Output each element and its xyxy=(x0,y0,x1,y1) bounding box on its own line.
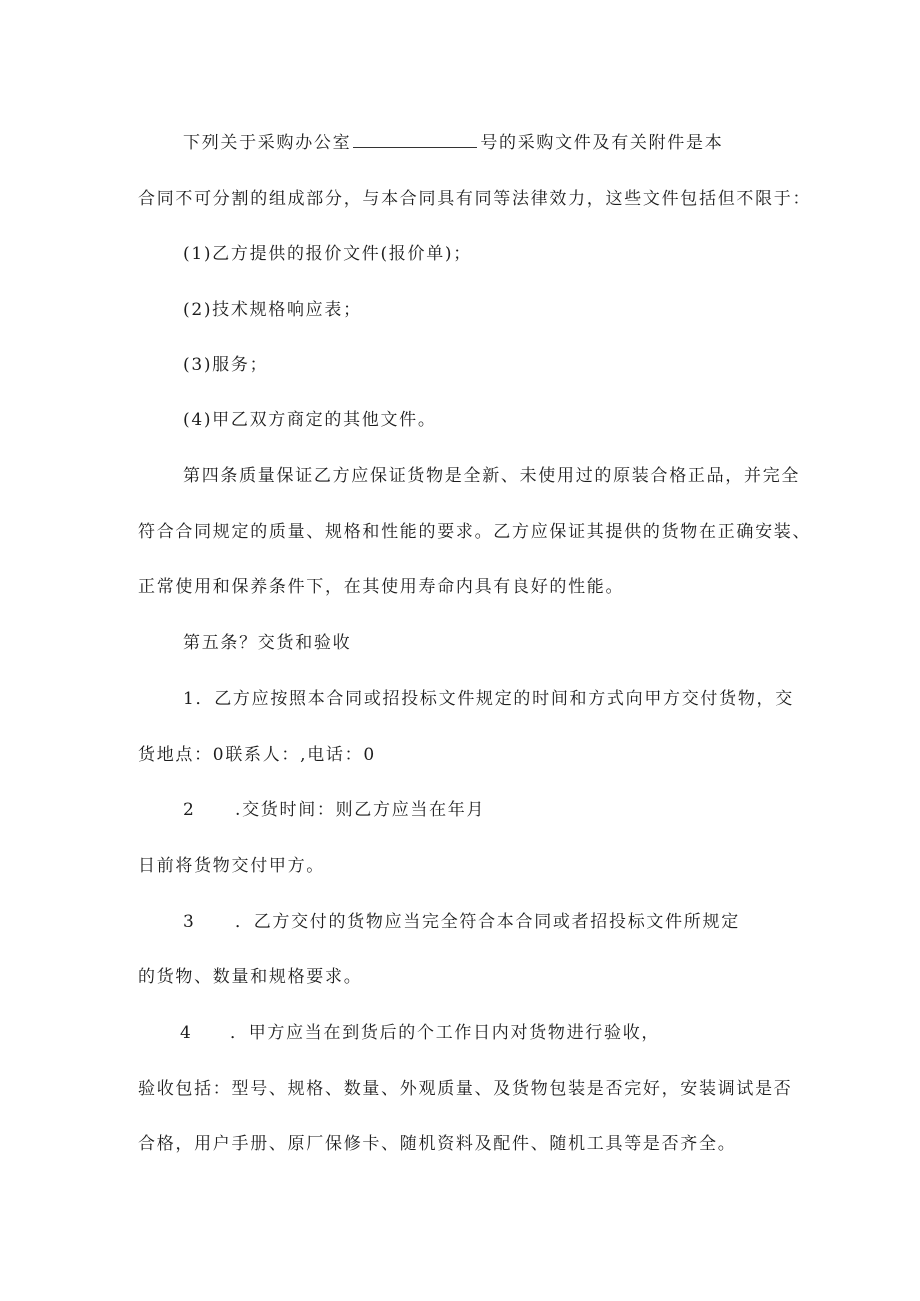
doc-list-item-3: (3)服务； xyxy=(183,355,269,375)
article5-item-3-line-1 xyxy=(183,910,740,934)
intro-text-after-blank: 号的采购文件及有关附件是本 xyxy=(480,133,724,153)
article5-item-2-line-1 xyxy=(183,798,485,822)
item-number: 4 xyxy=(180,1023,193,1043)
article5-heading: 第五条？交货和验收 xyxy=(183,633,352,653)
article5-item-1-line-2: 货地点：0联系人：,电话：0 xyxy=(138,745,376,765)
item-number: 1 xyxy=(183,689,196,709)
item-text: ．乙方交付的货物应当完全符合本合同或者招投标文件所规定 xyxy=(235,912,740,932)
article5-item-4-line-1 xyxy=(180,1021,660,1045)
intro-line-2: 合同不可分割的组成部分，与本合同具有同等法律效力，这些文件包括但不限于： xyxy=(138,189,812,209)
intro-text-before-blank: 下列关于采购办公室 xyxy=(183,133,352,153)
doc-list-item-2: (2)技术规格响应表； xyxy=(183,300,362,320)
intro-line-1 xyxy=(183,131,723,155)
item-number: 2 xyxy=(183,800,196,820)
item-text: ．乙方应按照本合同或招投标文件规定的时间和方式向甲方交付货物，交 xyxy=(195,689,794,709)
doc-list-item-1: (1)乙方提供的报价文件(报价单)； xyxy=(183,244,472,264)
fill-in-blank xyxy=(353,131,477,148)
article4-line-3: 正常使用和保养条件下，在其使用寿命内具有良好的性能。 xyxy=(138,577,625,597)
article5-item-3-line-2: 的货物、数量和规格要求。 xyxy=(138,967,363,987)
article5-item-1-line-1 xyxy=(183,687,794,711)
article5-item-4-line-2: 验收包括：型号、规格、数量、外观质量、及货物包装是否完好，安装调试是否 xyxy=(138,1079,793,1099)
article4-line-1: 第四条质量保证乙方应保证货物是全新、未使用过的原装合格正品，并完全 xyxy=(183,466,801,486)
article5-item-2-line-2: 日前将货物交付甲方。 xyxy=(138,856,325,876)
item-text: .交货时间：则乙方应当在年月 xyxy=(235,800,486,820)
item-text: ．甲方应当在到货后的个工作日内对货物进行验收， xyxy=(230,1023,661,1043)
article4-line-2: 符合合同规定的质量、规格和性能的要求。乙方应保证其提供的货物在正确安装、 xyxy=(138,522,812,542)
item-number: 3 xyxy=(183,912,196,932)
doc-list-item-4: (4)甲乙双方商定的其他文件。 xyxy=(183,410,437,430)
article5-item-4-line-3: 合格，用户手册、原厂保修卡、随机资料及配件、随机工具等是否齐全。 xyxy=(138,1134,737,1154)
